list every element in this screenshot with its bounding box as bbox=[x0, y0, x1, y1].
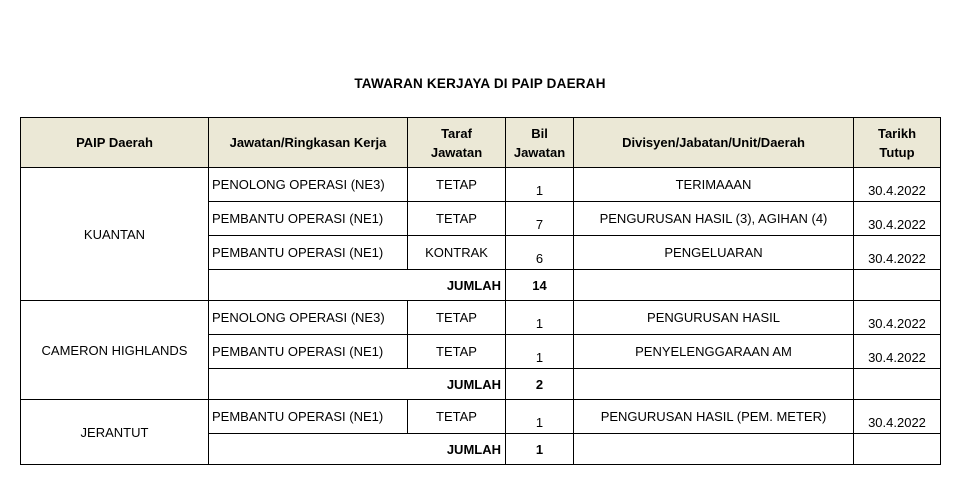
total-label: JUMLAH bbox=[209, 270, 506, 301]
region-cell-kuantan: KUANTAN bbox=[21, 168, 209, 301]
page-title: TAWARAN KERJAYA DI PAIP DAERAH bbox=[354, 76, 606, 91]
taraf-cell: TETAP bbox=[408, 400, 506, 434]
total-label: JUMLAH bbox=[209, 434, 506, 465]
jawatan-cell: PENOLONG OPERASI (NE3) bbox=[209, 301, 408, 335]
jawatan-cell: PEMBANTU OPERASI (NE1) bbox=[209, 335, 408, 369]
region-cell-cameron-highlands: CAMERON HIGHLANDS bbox=[21, 301, 209, 400]
tarikh-cell: 30.4.2022 bbox=[854, 168, 941, 202]
table-row bbox=[21, 400, 941, 434]
job-vacancy-table bbox=[20, 117, 941, 465]
tarikh-cell: 30.4.2022 bbox=[854, 301, 941, 335]
header-taraf bbox=[408, 118, 506, 168]
bil-cell: 1 bbox=[506, 301, 574, 335]
header-taraf-line2: Jawatan bbox=[430, 144, 483, 160]
tarikh-cell: 30.4.2022 bbox=[854, 400, 941, 434]
taraf-cell: TETAP bbox=[408, 202, 506, 236]
jawatan-cell: PEMBANTU OPERASI (NE1) bbox=[209, 400, 408, 434]
taraf-cell: KONTRAK bbox=[408, 236, 506, 270]
jawatan-cell: PEMBANTU OPERASI (NE1) bbox=[209, 202, 408, 236]
bil-cell: 1 bbox=[506, 335, 574, 369]
table-row bbox=[21, 301, 941, 335]
total-value: 14 bbox=[506, 270, 574, 301]
jawatan-cell: PEMBANTU OPERASI (NE1) bbox=[209, 236, 408, 270]
header-bil bbox=[506, 118, 574, 168]
header-divisyen: Divisyen/Jabatan/Unit/Daerah bbox=[574, 118, 854, 168]
header-paip-daerah: PAIP Daerah bbox=[21, 118, 209, 168]
header-taraf-line1: Taraf bbox=[441, 125, 472, 141]
tarikh-cell: 30.4.2022 bbox=[854, 335, 941, 369]
empty-cell bbox=[854, 434, 941, 465]
table-row bbox=[21, 168, 941, 202]
bil-cell: 1 bbox=[506, 400, 574, 434]
empty-cell bbox=[854, 270, 941, 301]
total-value: 2 bbox=[506, 369, 574, 400]
region-cell-jerantut: JERANTUT bbox=[21, 400, 209, 465]
bil-cell: 6 bbox=[506, 236, 574, 270]
taraf-cell: TETAP bbox=[408, 168, 506, 202]
divisyen-cell: PENYELENGGARAAN AM bbox=[574, 335, 854, 369]
header-tarikh-line2: Tutup bbox=[879, 144, 915, 160]
divisyen-cell: PENGELUARAN bbox=[574, 236, 854, 270]
total-label: JUMLAH bbox=[209, 369, 506, 400]
header-bil-line2: Jawatan bbox=[513, 144, 566, 160]
tarikh-cell: 30.4.2022 bbox=[854, 236, 941, 270]
bil-cell: 1 bbox=[506, 168, 574, 202]
total-value: 1 bbox=[506, 434, 574, 465]
header-tarikh bbox=[854, 118, 941, 168]
header-tarikh-line1: Tarikh bbox=[877, 125, 917, 141]
divisyen-cell: PENGURUSAN HASIL (PEM. METER) bbox=[574, 400, 854, 434]
empty-cell bbox=[574, 270, 854, 301]
jawatan-cell: PENOLONG OPERASI (NE3) bbox=[209, 168, 408, 202]
empty-cell bbox=[574, 434, 854, 465]
empty-cell bbox=[854, 369, 941, 400]
header-jawatan: Jawatan/Ringkasan Kerja bbox=[209, 118, 408, 168]
divisyen-cell: PENGURUSAN HASIL bbox=[574, 301, 854, 335]
tarikh-cell: 30.4.2022 bbox=[854, 202, 941, 236]
divisyen-cell: TERIMAAAN bbox=[574, 168, 854, 202]
header-bil-line1: Bil bbox=[531, 125, 548, 141]
taraf-cell: TETAP bbox=[408, 301, 506, 335]
divisyen-cell: PENGURUSAN HASIL (3), AGIHAN (4) bbox=[574, 202, 854, 236]
empty-cell bbox=[574, 369, 854, 400]
bil-cell: 7 bbox=[506, 202, 574, 236]
table-header-row bbox=[21, 118, 941, 168]
taraf-cell: TETAP bbox=[408, 335, 506, 369]
